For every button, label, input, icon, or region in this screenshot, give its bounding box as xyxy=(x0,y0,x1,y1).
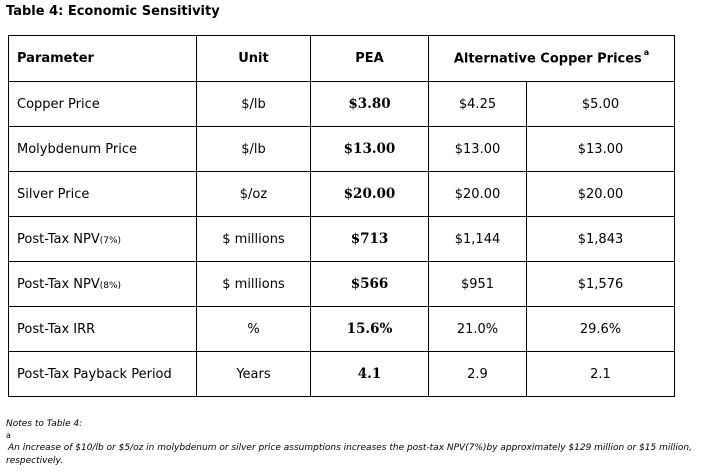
notes-text: An increase of $10/lb or $5/oz in molybdenum or silver price assumptions increases the post-tax NPV(7%)by approximately $129 million or $15 million, xyxy=(8,443,692,453)
parameter-subscript: (8%) xyxy=(99,280,122,291)
row-pea-value: 15.6% xyxy=(311,307,429,352)
row-pea-value: $13.00 xyxy=(311,127,429,172)
row-unit: Years xyxy=(197,352,311,397)
header-parameter: Parameter xyxy=(9,36,197,82)
parameter-label: Post-Tax NPV xyxy=(17,276,100,292)
row-parameter xyxy=(9,262,197,307)
row-unit: $/oz xyxy=(197,172,311,217)
notes-heading: Notes to Table 4: xyxy=(6,419,83,429)
table-title: Table 4: Economic Sensitivity xyxy=(6,4,220,19)
row-alt-value-2: 2.1 xyxy=(527,352,675,397)
table-row xyxy=(9,172,675,217)
row-alt-value-1: $4.25 xyxy=(429,82,527,127)
notes-text-continued: respectively. xyxy=(6,456,64,466)
row-alt-value-2: $1,576 xyxy=(527,262,675,307)
row-alt-value-1: 21.0% xyxy=(429,307,527,352)
row-alt-value-1: $1,144 xyxy=(429,217,527,262)
header-pea: PEA xyxy=(311,36,429,82)
row-unit: $/lb xyxy=(197,127,311,172)
header-unit: Unit xyxy=(197,36,311,82)
notes-item xyxy=(6,431,712,468)
table-row xyxy=(9,307,675,352)
economic-sensitivity-table xyxy=(8,35,675,397)
row-alt-value-2: $5.00 xyxy=(527,82,675,127)
notes-footnote-marker: a xyxy=(6,431,11,440)
table-row xyxy=(9,352,675,397)
row-alt-value-2: $1,843 xyxy=(527,217,675,262)
row-parameter xyxy=(9,127,197,172)
parameter-subscript: (7%) xyxy=(99,235,122,246)
row-pea-value: $20.00 xyxy=(311,172,429,217)
parameter-label: Post-Tax NPV xyxy=(17,231,100,247)
row-unit: $ millions xyxy=(197,217,311,262)
parameter-label: Post-Tax Payback Period xyxy=(17,366,172,382)
row-parameter xyxy=(9,217,197,262)
header-alternative-footnote-marker: a xyxy=(643,48,650,58)
row-unit: % xyxy=(197,307,311,352)
table-row xyxy=(9,127,675,172)
table-notes xyxy=(6,418,712,468)
row-parameter xyxy=(9,172,197,217)
header-alternative-copper-prices xyxy=(429,36,675,82)
row-parameter xyxy=(9,307,197,352)
row-alt-value-1: $13.00 xyxy=(429,127,527,172)
row-alt-value-1: $20.00 xyxy=(429,172,527,217)
row-parameter xyxy=(9,352,197,397)
row-unit: $ millions xyxy=(197,262,311,307)
row-alt-value-2: $13.00 xyxy=(527,127,675,172)
row-alt-value-1: 2.9 xyxy=(429,352,527,397)
row-parameter xyxy=(9,82,197,127)
row-pea-value: $3.80 xyxy=(311,82,429,127)
row-pea-value: 4.1 xyxy=(311,352,429,397)
table-row xyxy=(9,217,675,262)
table-row xyxy=(9,82,675,127)
row-alt-value-2: 29.6% xyxy=(527,307,675,352)
parameter-label: Silver Price xyxy=(17,186,90,202)
row-pea-value: $713 xyxy=(311,217,429,262)
table-header-row xyxy=(9,36,675,82)
row-alt-value-2: $20.00 xyxy=(527,172,675,217)
row-alt-value-1: $951 xyxy=(429,262,527,307)
parameter-label: Copper Price xyxy=(17,96,100,112)
parameter-label: Post-Tax IRR xyxy=(17,321,96,337)
header-alternative-label: Alternative Copper Prices xyxy=(453,51,642,67)
row-unit: $/lb xyxy=(197,82,311,127)
table-row xyxy=(9,262,675,307)
row-pea-value: $566 xyxy=(311,262,429,307)
parameter-label: Molybdenum Price xyxy=(17,141,137,157)
